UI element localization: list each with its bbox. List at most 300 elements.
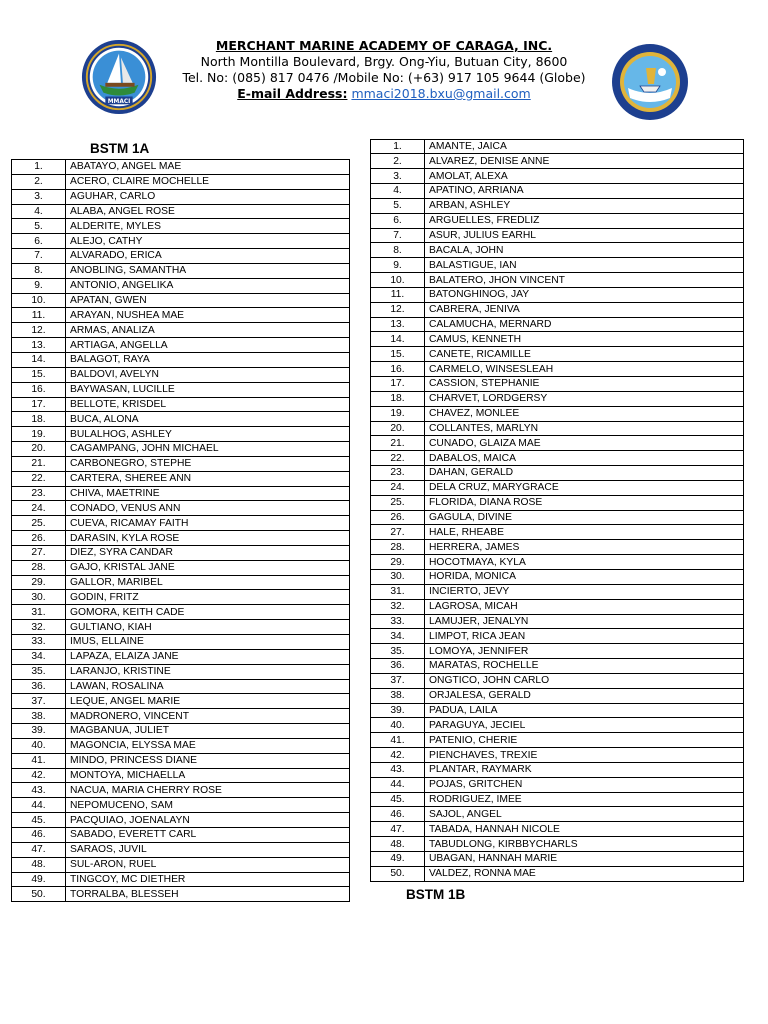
row-number: 44. (371, 777, 425, 792)
letterhead (0, 38, 768, 102)
student-name: CARBONEGRO, STEPHE (66, 456, 350, 471)
row-number: 12. (12, 323, 66, 338)
row-number: 41. (12, 753, 66, 768)
row-number: 37. (12, 694, 66, 709)
row-number: 35. (12, 664, 66, 679)
student-name: ORJALESA, GERALD (425, 688, 744, 703)
table-row (12, 442, 350, 457)
table-row (371, 629, 744, 644)
table-row (371, 762, 744, 777)
row-number: 10. (12, 293, 66, 308)
table-row (371, 198, 744, 213)
student-name: LARANJO, KRISTINE (66, 664, 350, 679)
table-row (371, 659, 744, 674)
row-number: 42. (12, 768, 66, 783)
row-number: 3. (12, 189, 66, 204)
student-name: CAMUS, KENNETH (425, 332, 744, 347)
table-row (371, 421, 744, 436)
table-row (12, 501, 350, 516)
table-row (12, 827, 350, 842)
table-row (12, 575, 350, 590)
row-number: 14. (12, 352, 66, 367)
table-row (12, 842, 350, 857)
student-name: TORRALBA, BLESSEH (66, 887, 350, 902)
table-row (12, 753, 350, 768)
student-name: AMANTE, JAICA (425, 139, 744, 154)
student-name: HERRERA, JAMES (425, 540, 744, 555)
student-name: PARAGUYA, JECIEL (425, 718, 744, 733)
row-number: 19. (12, 427, 66, 442)
student-name: CANETE, RICAMILLE (425, 347, 744, 362)
row-number: 36. (371, 659, 425, 674)
row-number: 15. (371, 347, 425, 362)
student-name: MAGONCIA, ELYSSA MAE (66, 738, 350, 753)
table-row (371, 243, 744, 258)
table-row (12, 694, 350, 709)
section-b-label: BSTM 1B (406, 887, 466, 902)
row-number: 11. (371, 287, 425, 302)
student-name: GAGULA, DIVINE (425, 510, 744, 525)
student-name: CASSION, STEPHANIE (425, 377, 744, 392)
row-number: 34. (371, 629, 425, 644)
table-row (371, 644, 744, 659)
row-number: 20. (371, 421, 425, 436)
row-number: 40. (371, 718, 425, 733)
row-number: 32. (371, 599, 425, 614)
table-row (371, 332, 744, 347)
row-number: 20. (12, 442, 66, 457)
student-name: GODIN, FRITZ (66, 590, 350, 605)
table-row (12, 456, 350, 471)
row-number: 10. (371, 273, 425, 288)
row-number: 46. (12, 827, 66, 842)
student-name: ARAYAN, NUSHEA MAE (66, 308, 350, 323)
row-number: 5. (371, 198, 425, 213)
student-name: MARATAS, ROCHELLE (425, 659, 744, 674)
student-name: CUEVA, RICAMAY FAITH (66, 516, 350, 531)
student-name: CHARVET, LORDGERSY (425, 391, 744, 406)
student-name: TABUDLONG, KIRBBYCHARLS (425, 837, 744, 852)
table-row (371, 718, 744, 733)
row-number: 42. (371, 748, 425, 763)
student-name: IMUS, ELLAINE (66, 635, 350, 650)
student-name: ARTIAGA, ANGELLA (66, 338, 350, 353)
table-row (12, 278, 350, 293)
row-number: 15. (12, 367, 66, 382)
row-number: 9. (12, 278, 66, 293)
row-number: 46. (371, 807, 425, 822)
row-number: 24. (12, 501, 66, 516)
row-number: 1. (371, 139, 425, 154)
table-row (12, 664, 350, 679)
row-number: 4. (371, 184, 425, 199)
student-name: CALAMUCHA, MERNARD (425, 317, 744, 332)
table-row (12, 338, 350, 353)
row-number: 33. (371, 614, 425, 629)
row-number: 29. (371, 555, 425, 570)
student-name: SARAOS, JUVIL (66, 842, 350, 857)
table-row (371, 258, 744, 273)
table-row (371, 213, 744, 228)
table-row (12, 635, 350, 650)
row-number: 44. (12, 798, 66, 813)
row-number: 50. (371, 866, 425, 881)
student-name: GOMORA, KEITH CADE (66, 605, 350, 620)
table-row (371, 154, 744, 169)
table-row (371, 866, 744, 881)
row-number: 41. (371, 733, 425, 748)
table-row (371, 184, 744, 199)
table-row (371, 228, 744, 243)
student-name: ANOBLING, SAMANTHA (66, 263, 350, 278)
row-number: 6. (371, 213, 425, 228)
table-row (371, 748, 744, 763)
row-number: 48. (12, 857, 66, 872)
table-row (371, 466, 744, 481)
student-name: FLORIDA, DIANA ROSE (425, 495, 744, 510)
table-row (371, 510, 744, 525)
row-number: 22. (371, 451, 425, 466)
student-name: APATAN, GWEN (66, 293, 350, 308)
table-row (371, 822, 744, 837)
row-number: 47. (371, 822, 425, 837)
student-name: AMOLAT, ALEXA (425, 169, 744, 184)
student-name: BULALHOG, ASHLEY (66, 427, 350, 442)
row-number: 17. (12, 397, 66, 412)
section-b-roster-table (370, 139, 744, 882)
student-name: BAYWASAN, LUCILLE (66, 382, 350, 397)
student-name: DABALOS, MAICA (425, 451, 744, 466)
student-name: CARTERA, SHEREE ANN (66, 471, 350, 486)
table-row (12, 234, 350, 249)
table-row (12, 531, 350, 546)
student-name: MINDO, PRINCESS DIANE (66, 753, 350, 768)
row-number: 40. (12, 738, 66, 753)
table-row (12, 308, 350, 323)
row-number: 13. (371, 317, 425, 332)
student-name: DIEZ, SYRA CANDAR (66, 545, 350, 560)
table-row (12, 367, 350, 382)
student-name: HORIDA, MONICA (425, 569, 744, 584)
student-name: LAMUJER, JENALYN (425, 614, 744, 629)
section-a-roster-table (11, 159, 350, 902)
row-number: 26. (12, 531, 66, 546)
student-name: NEPOMUCENO, SAM (66, 798, 350, 813)
table-row (371, 377, 744, 392)
row-number: 16. (371, 362, 425, 377)
row-number: 5. (12, 219, 66, 234)
row-number: 43. (371, 762, 425, 777)
student-name: ALDERITE, MYLES (66, 219, 350, 234)
row-number: 31. (12, 605, 66, 620)
table-row (12, 724, 350, 739)
student-name: PATENIO, CHERIE (425, 733, 744, 748)
table-row (371, 525, 744, 540)
table-row (12, 249, 350, 264)
table-row (12, 783, 350, 798)
student-name: HOCOTMAYA, KYLA (425, 555, 744, 570)
row-number: 28. (371, 540, 425, 555)
student-name: DARASIN, KYLA ROSE (66, 531, 350, 546)
row-number: 22. (12, 471, 66, 486)
row-number: 34. (12, 649, 66, 664)
institution-name: MERCHANT MARINE ACADEMY OF CARAGA, INC. (215, 38, 553, 53)
row-number: 12. (371, 302, 425, 317)
table-row (12, 679, 350, 694)
table-row (12, 545, 350, 560)
student-name: TINGCOY, MC DIETHER (66, 872, 350, 887)
row-number: 39. (12, 724, 66, 739)
student-name: ARBAN, ASHLEY (425, 198, 744, 213)
student-name: CHIVA, MAETRINE (66, 486, 350, 501)
table-row (371, 688, 744, 703)
student-name: BALATERO, JHON VINCENT (425, 273, 744, 288)
table-row (371, 777, 744, 792)
student-name: CUNADO, GLAIZA MAE (425, 436, 744, 451)
row-number: 33. (12, 635, 66, 650)
row-number: 18. (371, 391, 425, 406)
row-number: 38. (371, 688, 425, 703)
table-row (371, 599, 744, 614)
table-row (371, 317, 744, 332)
student-name: VALDEZ, RONNA MAE (425, 866, 744, 881)
student-name: CHAVEZ, MONLEE (425, 406, 744, 421)
student-name: CONADO, VENUS ANN (66, 501, 350, 516)
row-number: 23. (371, 466, 425, 481)
table-row (12, 768, 350, 783)
student-name: PACQUIAO, JOENALAYN (66, 813, 350, 828)
student-name: ARMAS, ANALIZA (66, 323, 350, 338)
student-name: ALABA, ANGEL ROSE (66, 204, 350, 219)
table-row (12, 293, 350, 308)
student-name: BATONGHINOG, JAY (425, 287, 744, 302)
student-name: DAHAN, GERALD (425, 466, 744, 481)
table-row (12, 605, 350, 620)
row-number: 26. (371, 510, 425, 525)
table-row (371, 495, 744, 510)
student-name: TABADA, HANNAH NICOLE (425, 822, 744, 837)
table-row (371, 287, 744, 302)
student-name: ARGUELLES, FREDLIZ (425, 213, 744, 228)
student-name: GAJO, KRISTAL JANE (66, 560, 350, 575)
student-name: LAGROSA, MICAH (425, 599, 744, 614)
row-number: 48. (371, 837, 425, 852)
row-number: 45. (12, 813, 66, 828)
row-number: 24. (371, 480, 425, 495)
table-row (12, 397, 350, 412)
row-number: 25. (371, 495, 425, 510)
student-name: UBAGAN, HANNAH MARIE (425, 852, 744, 867)
row-number: 8. (12, 263, 66, 278)
table-row (371, 569, 744, 584)
row-number: 19. (371, 406, 425, 421)
table-row (12, 649, 350, 664)
student-name: CAGAMPANG, JOHN MICHAEL (66, 442, 350, 457)
student-name: COLLANTES, MARLYN (425, 421, 744, 436)
table-row (371, 807, 744, 822)
seal-text: MMACI (107, 98, 131, 105)
student-name: INCIERTO, JEVY (425, 584, 744, 599)
table-row (12, 813, 350, 828)
student-name: MONTOYA, MICHAELLA (66, 768, 350, 783)
table-row (371, 673, 744, 688)
student-name: POJAS, GRITCHEN (425, 777, 744, 792)
student-name: MAGBANUA, JULIET (66, 724, 350, 739)
table-row (371, 436, 744, 451)
student-name: CARMELO, WINSESLEAH (425, 362, 744, 377)
row-number: 29. (12, 575, 66, 590)
row-number: 28. (12, 560, 66, 575)
student-name: PLANTAR, RAYMARK (425, 762, 744, 777)
row-number: 49. (371, 852, 425, 867)
student-name: ALEJO, CATHY (66, 234, 350, 249)
student-name: MADRONERO, VINCENT (66, 709, 350, 724)
table-row (371, 139, 744, 154)
table-row (12, 560, 350, 575)
student-name: ASUR, JULIUS EARHL (425, 228, 744, 243)
row-number: 13. (12, 338, 66, 353)
table-row (371, 540, 744, 555)
table-row (12, 887, 350, 902)
table-row (12, 382, 350, 397)
student-name: LAWAN, ROSALINA (66, 679, 350, 694)
institution-address: North Montilla Boulevard, Brgy. Ong-Yiu, Butuan City, 8600 (200, 54, 568, 69)
row-number: 16. (12, 382, 66, 397)
table-row (371, 273, 744, 288)
student-name: BUCA, ALONA (66, 412, 350, 427)
table-row (12, 263, 350, 278)
email-link[interactable]: mmaci2018.bxu@gmail.com (351, 86, 531, 101)
student-name: NACUA, MARIA CHERRY ROSE (66, 783, 350, 798)
row-number: 36. (12, 679, 66, 694)
student-name: LOMOYA, JENNIFER (425, 644, 744, 659)
row-number: 27. (371, 525, 425, 540)
table-row (371, 584, 744, 599)
student-name: GULTIANO, KIAH (66, 620, 350, 635)
row-number: 8. (371, 243, 425, 258)
row-number: 25. (12, 516, 66, 531)
row-number: 21. (371, 436, 425, 451)
section-a-label: BSTM 1A (90, 141, 150, 156)
row-number: 38. (12, 709, 66, 724)
table-row (371, 837, 744, 852)
row-number: 21. (12, 456, 66, 471)
table-row (12, 427, 350, 442)
table-row (12, 872, 350, 887)
student-name: LEQUE, ANGEL MARIE (66, 694, 350, 709)
table-row (12, 516, 350, 531)
row-number: 49. (12, 872, 66, 887)
email-label: E-mail Address: (237, 86, 348, 101)
table-row (12, 204, 350, 219)
row-number: 11. (12, 308, 66, 323)
table-row (371, 852, 744, 867)
table-row (371, 169, 744, 184)
table-row (12, 857, 350, 872)
row-number: 45. (371, 792, 425, 807)
row-number: 47. (12, 842, 66, 857)
table-row (371, 391, 744, 406)
row-number: 3. (371, 169, 425, 184)
table-row (371, 792, 744, 807)
row-number: 30. (371, 569, 425, 584)
student-name: PADUA, LAILA (425, 703, 744, 718)
table-row (12, 798, 350, 813)
row-number: 2. (371, 154, 425, 169)
row-number: 2. (12, 174, 66, 189)
student-name: DELA CRUZ, MARYGRACE (425, 480, 744, 495)
student-name: BALASTIGUE, IAN (425, 258, 744, 273)
table-row (12, 738, 350, 753)
table-row (12, 174, 350, 189)
row-number: 30. (12, 590, 66, 605)
table-row (12, 709, 350, 724)
row-number: 7. (371, 228, 425, 243)
table-row (12, 412, 350, 427)
row-number: 4. (12, 204, 66, 219)
student-name: ABATAYO, ANGEL MAE (66, 160, 350, 175)
row-number: 23. (12, 486, 66, 501)
row-number: 7. (12, 249, 66, 264)
table-row (371, 406, 744, 421)
row-number: 6. (12, 234, 66, 249)
table-row (12, 160, 350, 175)
institution-phone: Tel. No: (085) 817 0476 /Mobile No: (+63) 917 105 9644 (Globe) (182, 70, 586, 85)
table-row (371, 703, 744, 718)
student-name: PIENCHAVES, TREXIE (425, 748, 744, 763)
row-number: 27. (12, 545, 66, 560)
student-name: SABADO, EVERETT CARL (66, 827, 350, 842)
student-name: BELLOTE, KRISDEL (66, 397, 350, 412)
table-row (371, 614, 744, 629)
row-number: 31. (371, 584, 425, 599)
student-name: SAJOL, ANGEL (425, 807, 744, 822)
student-name: BACALA, JOHN (425, 243, 744, 258)
student-name: LAPAZA, ELAIZA JANE (66, 649, 350, 664)
row-number: 50. (12, 887, 66, 902)
row-number: 37. (371, 673, 425, 688)
table-row (12, 620, 350, 635)
student-name: SUL-ARON, RUEL (66, 857, 350, 872)
table-row (12, 323, 350, 338)
row-number: 35. (371, 644, 425, 659)
table-row (371, 555, 744, 570)
table-row (371, 733, 744, 748)
row-number: 17. (371, 377, 425, 392)
table-row (371, 362, 744, 377)
row-number: 32. (12, 620, 66, 635)
table-row (371, 451, 744, 466)
table-row (12, 219, 350, 234)
student-name: ALVAREZ, DENISE ANNE (425, 154, 744, 169)
table-row (12, 352, 350, 367)
student-name: APATINO, ARRIANA (425, 184, 744, 199)
row-number: 9. (371, 258, 425, 273)
student-name: ANTONIO, ANGELIKA (66, 278, 350, 293)
student-name: GALLOR, MARIBEL (66, 575, 350, 590)
table-row (12, 590, 350, 605)
student-name: ACERO, CLAIRE MOCHELLE (66, 174, 350, 189)
student-name: ONGTICO, JOHN CARLO (425, 673, 744, 688)
student-name: ALVARADO, ERICA (66, 249, 350, 264)
table-row (371, 302, 744, 317)
row-number: 18. (12, 412, 66, 427)
table-row (12, 189, 350, 204)
student-name: BALAGOT, RAYA (66, 352, 350, 367)
student-name: LIMPOT, RICA JEAN (425, 629, 744, 644)
student-name: BALDOVI, AVELYN (66, 367, 350, 382)
student-name: AGUHAR, CARLO (66, 189, 350, 204)
